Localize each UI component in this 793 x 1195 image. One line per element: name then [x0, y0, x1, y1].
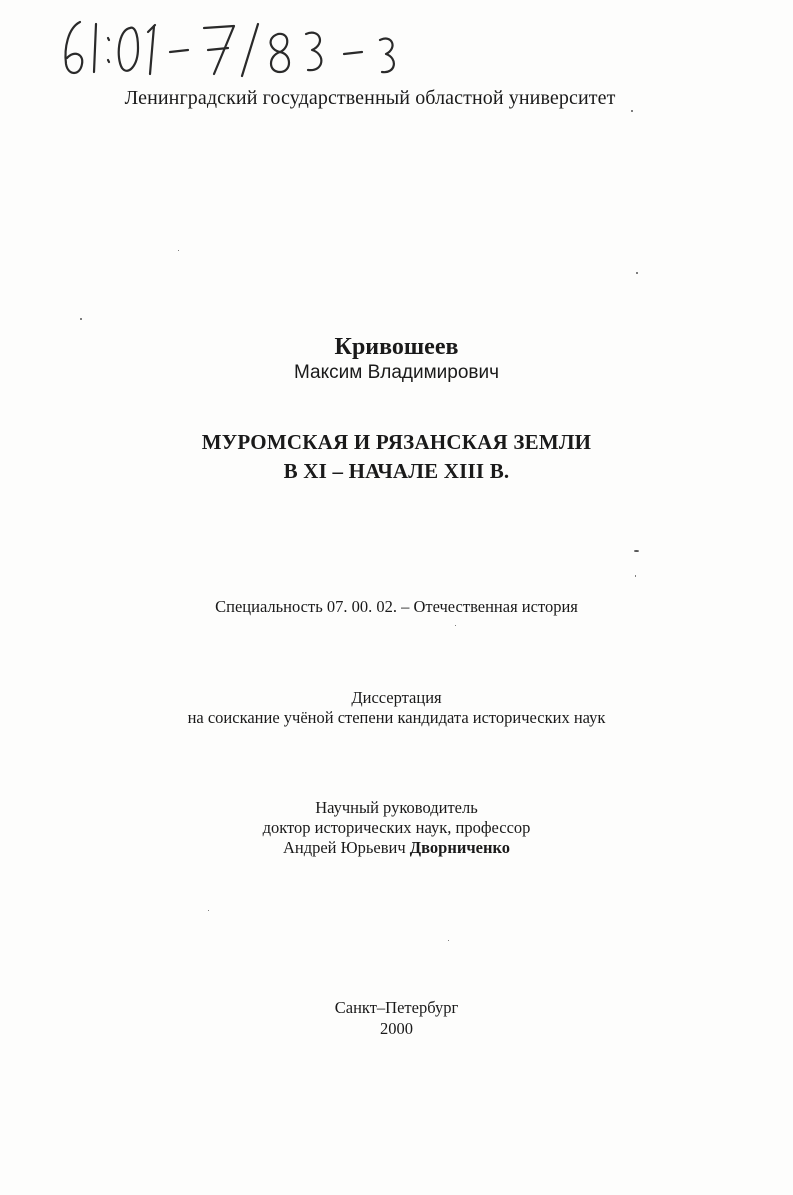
dissertation-title-line-1: МУРОМСКАЯ И РЯЗАНСКАЯ ЗЕМЛИ	[201, 430, 592, 454]
supervisor-name	[0, 838, 793, 858]
scan-speck	[634, 550, 639, 552]
scan-speck	[208, 910, 209, 911]
supervisor-label: Научный руководитель	[315, 798, 478, 817]
scan-speck	[178, 250, 179, 251]
scan-speck	[635, 575, 636, 577]
dissertation-purpose: на соискание учёной степени кандидата исторических наук	[187, 708, 606, 727]
handwritten-archive-mark	[58, 14, 438, 84]
scan-speck	[631, 110, 633, 112]
year: 2000	[380, 1019, 413, 1038]
handwritten-archive-mark-drawing	[58, 14, 438, 84]
city: Санкт–Петербург	[334, 998, 459, 1017]
university-name: Ленинградский государственный областной университет	[124, 87, 616, 109]
author-surname: Кривошеев	[334, 334, 459, 360]
supervisor-given-names: Андрей Юрьевич	[282, 838, 406, 857]
scan-speck	[455, 625, 456, 626]
scan-speck	[448, 940, 449, 941]
dissertation-title-line-2: В XI – НАЧАЛЕ XIII В.	[283, 459, 510, 483]
scan-speck	[80, 318, 82, 320]
specialty: Специальность 07. 00. 02. – Отечественная история	[215, 597, 578, 616]
author-given-names: Максим Владимирович	[293, 362, 500, 383]
dissertation-label: Диссертация	[351, 688, 442, 707]
supervisor-surname: Дворниченко	[409, 838, 511, 857]
scan-speck	[636, 272, 638, 274]
supervisor-degree: доктор исторических наук, профессор	[262, 818, 531, 837]
